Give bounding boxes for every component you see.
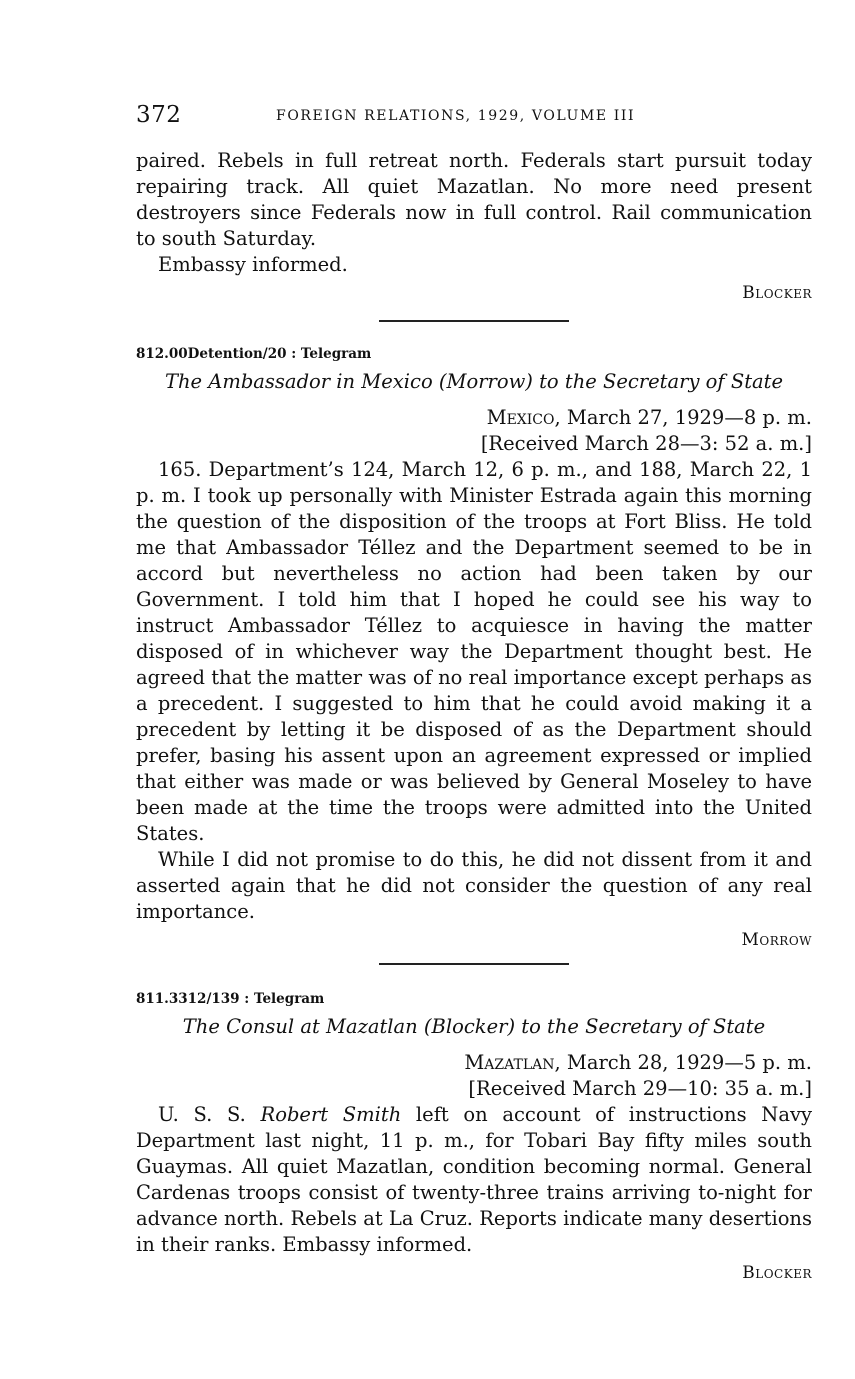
signature-blocker: Blocker	[742, 283, 812, 303]
page	[136, 102, 812, 1284]
running-title: FOREIGN RELATIONS, 1929, VOLUME III	[276, 108, 636, 124]
dateline	[136, 1050, 812, 1076]
dateline-place: Mexico,	[486, 406, 561, 429]
received-line: [Received March 29—10: 35 a. m.]	[468, 1077, 812, 1100]
dateline-date: March 28, 1929—5 p. m.	[560, 1051, 812, 1074]
section-divider	[379, 963, 569, 966]
dateline-date: March 27, 1929—8 p. m.	[560, 406, 812, 429]
body-paragraph: 165. Department’s 124, March 12, 6 p. m., and 188, March 22, 1 p. m. I took up personally with Minister Estrada again this morning the question of the disposition of the troops at Fort Bliss. He told me that Ambassador Téllez and the Department seemed to be in accord but nevertheless no action had been taken by our Government. I told him that I hoped he could see his way to instruct Ambassador Téllez to acquiesce in having the matter disposed of in whichever way the Department thought best. He agreed that the matter was of no real importance except perhaps as a precedent. I suggested to him that he could avoid making it a precedent by letting it be disposed of as the Department should prefer, basing his assent upon an agreement expressed or implied that either was made or was believed by General Moseley to have been made at the time the troops were admitted into the United States.	[136, 458, 812, 845]
running-head	[136, 102, 812, 132]
ship-name: Robert Smith	[260, 1103, 402, 1126]
dateline	[136, 405, 812, 431]
file-reference: 811.3312/139 : Telegram	[136, 991, 325, 1007]
dateline-place: Mazatlan,	[464, 1051, 561, 1074]
document-title: The Ambassador in Mexico (Morrow) to the Secretary of State	[164, 370, 784, 393]
body-paragraph: While I did not promise to do this, he did not dissent from it and asserted again that he did not consider the question of any real importance.	[136, 848, 812, 923]
embassy-informed-line: Embassy informed.	[158, 253, 348, 276]
signature-blocker: Blocker	[742, 1263, 812, 1283]
page-number: 372	[136, 102, 182, 128]
continuation-paragraph: paired. Rebels in full retreat north. Federals start pursuit today repairing track. All quiet Mazatlan. No more need present destroyers since Federals now in full control. Rail communication to south Saturday.	[136, 149, 812, 250]
body-paragraph	[136, 1102, 812, 1258]
received-line: [Received March 28—3: 52 a. m.]	[480, 432, 812, 455]
paragraph-rest: left on account of instructions Navy Department last night, 11 p. m., for Tobari Bay fifty miles south Guaymas. All quiet Mazatlan, condition becoming normal. General Cardenas troops consist of twenty-three trains arriving to-night for advance north. Rebels at La Cruz. Reports indicate many desertions in their ranks. Embassy informed.	[136, 1103, 812, 1256]
section-divider	[379, 320, 569, 323]
file-reference: 812.00Detention/20 : Telegram	[136, 346, 372, 362]
paragraph-start: U. S. S.	[158, 1103, 261, 1126]
signature-morrow: Morrow	[741, 930, 812, 950]
document-title: The Consul at Mazatlan (Blocker) to the Secretary of State	[182, 1015, 766, 1038]
